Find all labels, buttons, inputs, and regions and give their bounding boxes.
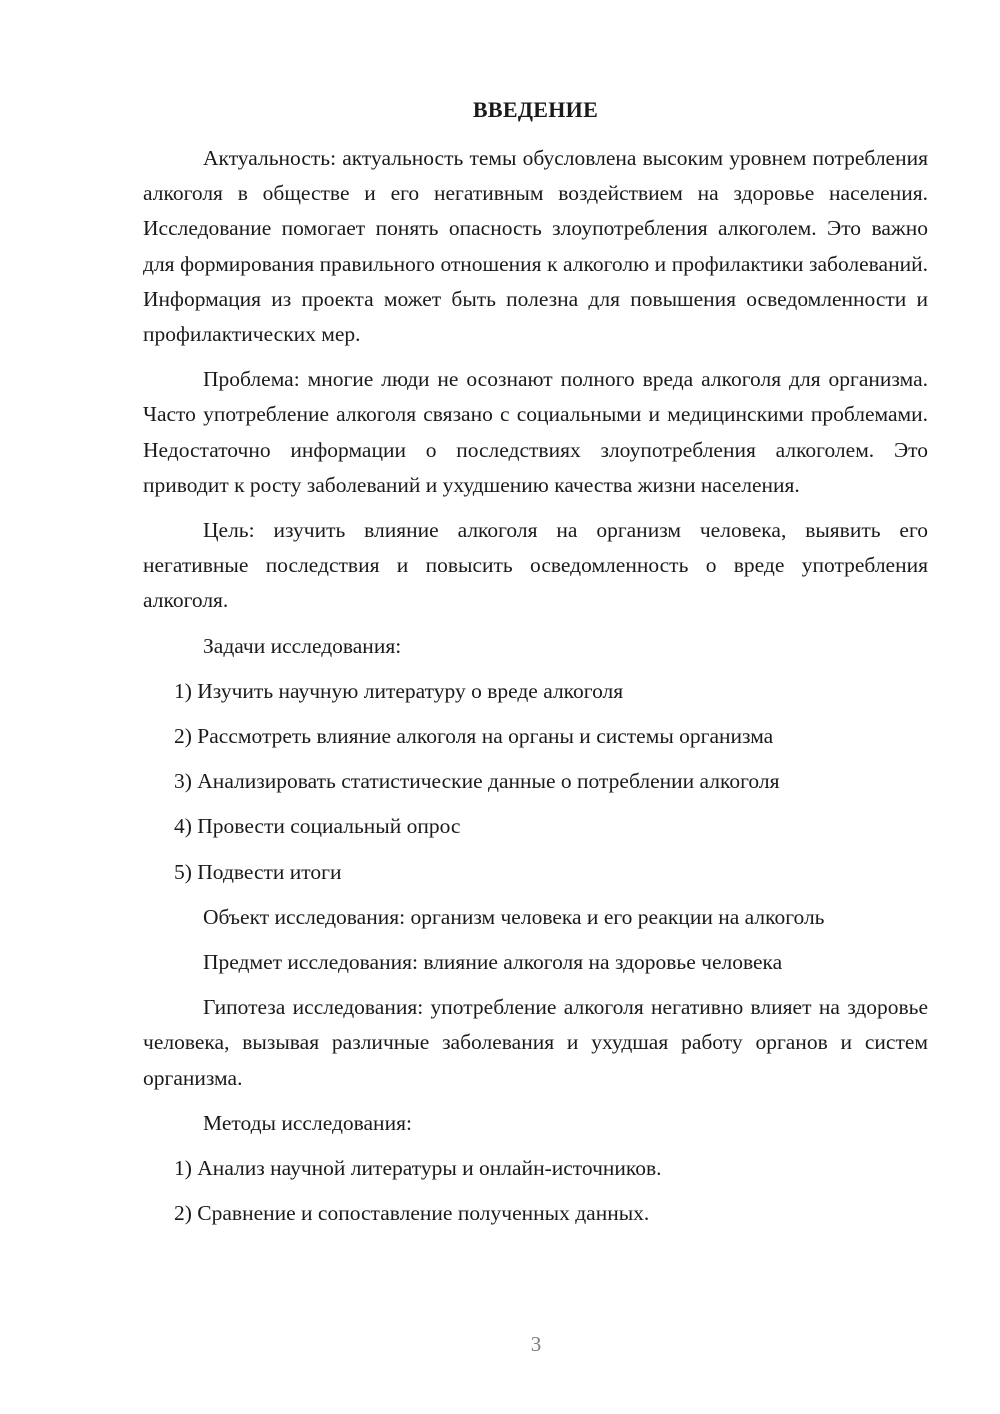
object-line: Объект исследования: организм человека и его реакции на алкоголь [203, 904, 825, 929]
page-number: 3 [530, 1332, 542, 1356]
methods-heading: Методы исследования: [203, 1110, 412, 1135]
method-item: 1) Анализ научной литературы и онлайн-источников. [174, 1156, 662, 1181]
tasks-heading: Задачи исследования: [203, 633, 402, 658]
goal-paragraph: Цель: изучить влияние алкоголя на организм человека, выявить его негативные последствия и повысить осведомленность о вреде употребления алкоголя. [143, 518, 928, 613]
document-title: ВВЕДЕНИЕ [472, 97, 599, 122]
hypothesis-paragraph: Гипотеза исследования: употребление алкоголя негативно влияет на здоровье человека, вызывая различные заболевания и ухудшая работу органов и систем организма. [143, 995, 928, 1090]
relevance-paragraph: Актуальность: актуальность темы обусловлена высоким уровнем потребления алкоголя в обществе и его негативным воздействием на здоровье населения. Исследование помогает понять опасность злоупотребления алкоголем. Это важно для формирования правильного отношения к алкоголю и профилактики заболеваний. Информация из проекта может быть полезна для повышения осведомленности и профилактических мер. [143, 146, 928, 347]
task-item: 2) Рассмотреть влияние алкоголя на органы и системы организма [174, 724, 774, 749]
task-item: 1) Изучить научную литературу о вреде алкоголя [174, 678, 624, 703]
method-item: 2) Сравнение и сопоставление полученных данных. [174, 1201, 650, 1226]
subject-line: Предмет исследования: влияние алкоголя на здоровье человека [203, 950, 783, 975]
problem-paragraph: Проблема: многие люди не осознают полного вреда алкоголя для организма. Часто употребление алкоголя связано с социальными и медицинскими проблемами. Недостаточно информации о последствиях злоупотребления алкоголем. Это приводит к росту заболеваний и ухудшению качества жизни населения. [143, 367, 928, 497]
task-item: 5) Подвести итоги [174, 859, 342, 884]
task-item: 3) Анализировать статистические данные о потреблении алкоголя [174, 769, 780, 794]
document-page [143, 92, 928, 1231]
task-item: 4) Провести социальный опрос [174, 814, 461, 839]
